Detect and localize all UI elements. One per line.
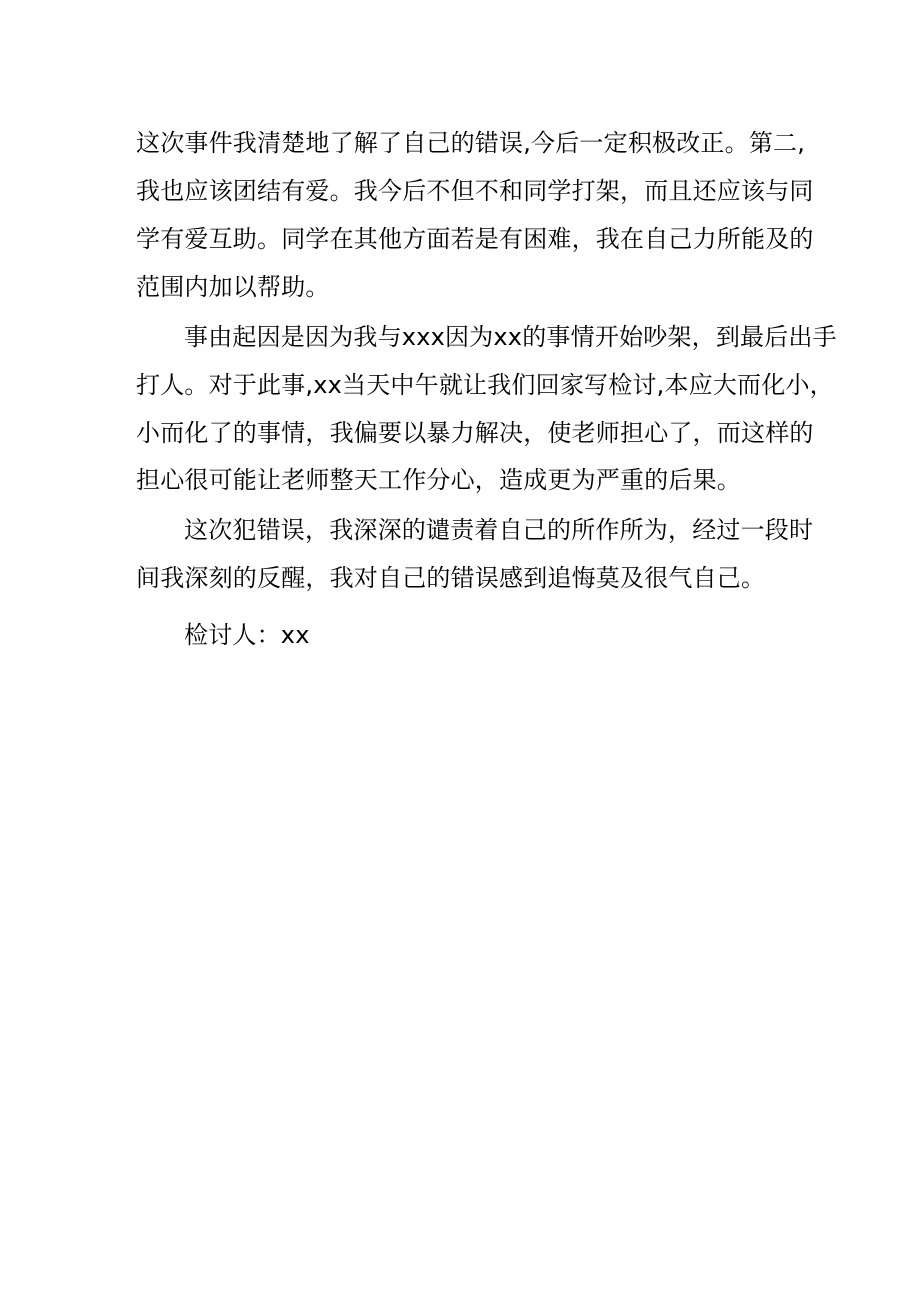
paragraph-2-line-1: 事由起因是因为我与xxx因为xx的事情开始吵架，到最后出手 (184, 323, 837, 351)
paragraph-1-line-1: 这次事件我清楚地了解了自己的错误,今后一定积极改正。第二, (136, 129, 806, 157)
paragraph-2-line-2: 打人。对于此事,xx当天中午就让我们回家写检讨,本应大而化小， (136, 371, 834, 399)
signature: 检讨人：xx (184, 621, 310, 649)
paragraph-1-line-3: 学有爱互助。同学在其他方面若是有困难，我在自己力所能及的 (136, 225, 814, 253)
paragraph-2-line-4: 担心很可能让老师整天工作分心，造成更为严重的后果。 (136, 466, 741, 494)
paragraph-3-line-2: 间我深刻的反醒，我对自己的错误感到追悔莫及很气自己。 (136, 564, 766, 592)
paragraph-1-line-2: 我也应该团结有爱。我今后不但不和同学打架，而且还应该与同 (136, 177, 814, 205)
paragraph-2-line-3: 小而化了的事情，我偏要以暴力解决，使老师担心了，而这样的 (136, 419, 814, 447)
paragraph-1-line-4: 范围内加以帮助。 (136, 273, 330, 301)
paragraph-3-line-1: 这次犯错误，我深深的谴责着自己的所作所为，经过一段时 (184, 516, 814, 544)
